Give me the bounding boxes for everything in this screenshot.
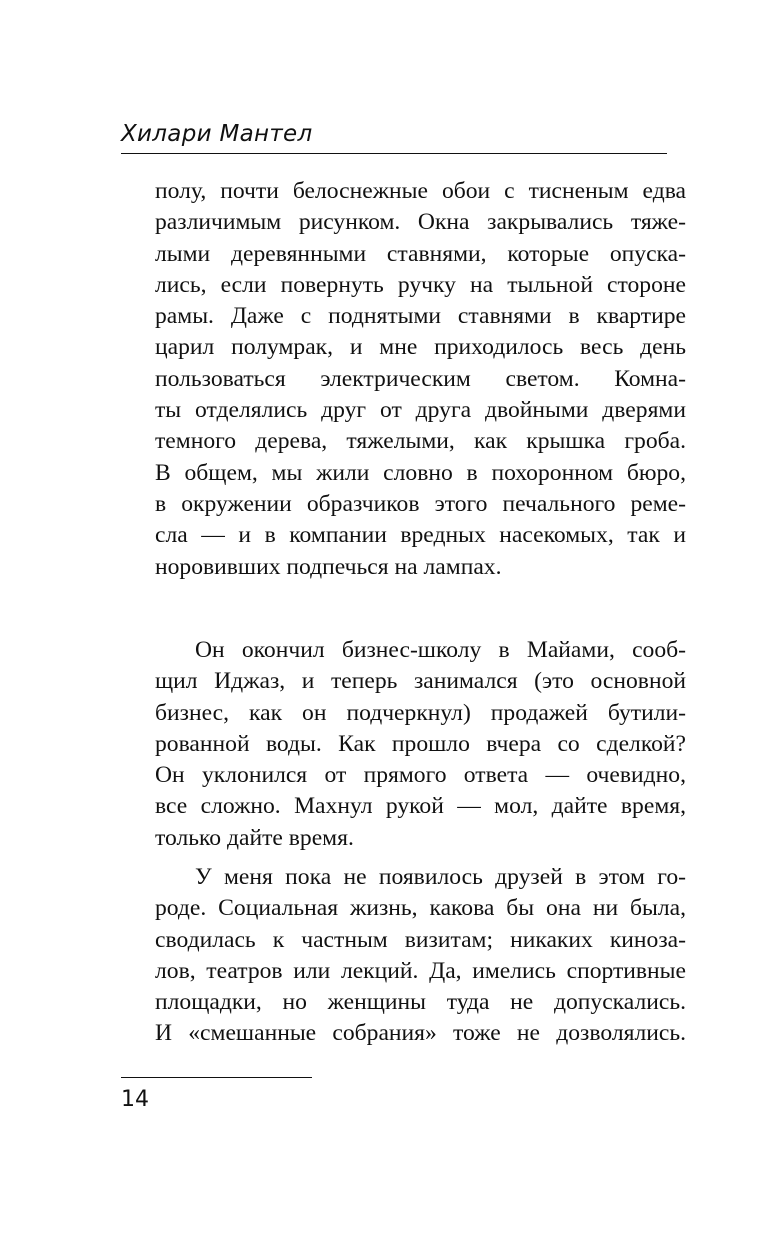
text-line: Он окончил бизнес-школу в Майами, сооб- — [195, 637, 686, 663]
text-line: В общем, мы жили словно в похоронном бюро, — [155, 459, 686, 486]
text-line: У меня пока не появилось друзей в этом го- — [195, 864, 686, 890]
paragraph-no-friends — [155, 862, 686, 1050]
text-line: лов, театров или лекций. Да, имелись спортивные — [155, 957, 686, 984]
text-line: только дайте время. — [155, 824, 354, 851]
text-line: Он уклонился от прямого ответа — очевидно, — [155, 762, 686, 789]
text-line: щил Иджаз, и теперь занимался (это основной — [155, 668, 686, 695]
text-line: все сложно. Махнул рукой — мол, дайте время, — [155, 793, 686, 820]
text-line: рамы. Даже с поднятыми ставнями в квартире — [155, 303, 686, 330]
text-line: площадки, но женщины туда не допускались. — [155, 989, 686, 1016]
text-line: пользоваться электрическим светом. Комна- — [155, 365, 686, 392]
text-line: ты отделялись друг от друга двойными дверями — [155, 397, 686, 424]
text-line: различимым рисунком. Окна закрывались тяже- — [155, 209, 686, 236]
text-line: лыми деревянными ставнями, которые опуска- — [155, 240, 686, 267]
text-line: лись, если повернуть ручку на тыльной стороне — [155, 271, 686, 298]
text-line: норовивших подпечься на лампах. — [155, 553, 502, 580]
text-line: царил полумрак, и мне приходилось весь день — [155, 334, 686, 361]
footer-rule — [121, 1077, 312, 1078]
paragraph-business-school — [155, 635, 686, 854]
text-line: рованной воды. Как прошло вчера со сделкой? — [155, 730, 686, 757]
page-number: 14 — [121, 1087, 149, 1112]
paragraph-continued — [155, 176, 686, 583]
text-line: бизнес, как он подчеркнул) продажей бутили- — [155, 699, 686, 726]
text-line: роде. Социальная жизнь, какова бы она ни была, — [155, 895, 686, 922]
text-line: сла — и в компании вредных насекомых, так и — [155, 522, 686, 549]
text-line: полу, почти белоснежные обои с тисненым едва — [155, 178, 686, 204]
text-line: сводилась к частным визитам; никаких киноза- — [155, 926, 686, 953]
text-line: темного дерева, тяжелыми, как крышка гроба. — [155, 428, 686, 455]
text-line: в окружении образчиков этого печального реме- — [155, 490, 686, 517]
running-head-author: Хилари Мантел — [121, 121, 313, 147]
header-rule — [121, 153, 667, 154]
text-line: И «смешанные собрания» тоже не дозволялись. — [155, 1020, 686, 1047]
